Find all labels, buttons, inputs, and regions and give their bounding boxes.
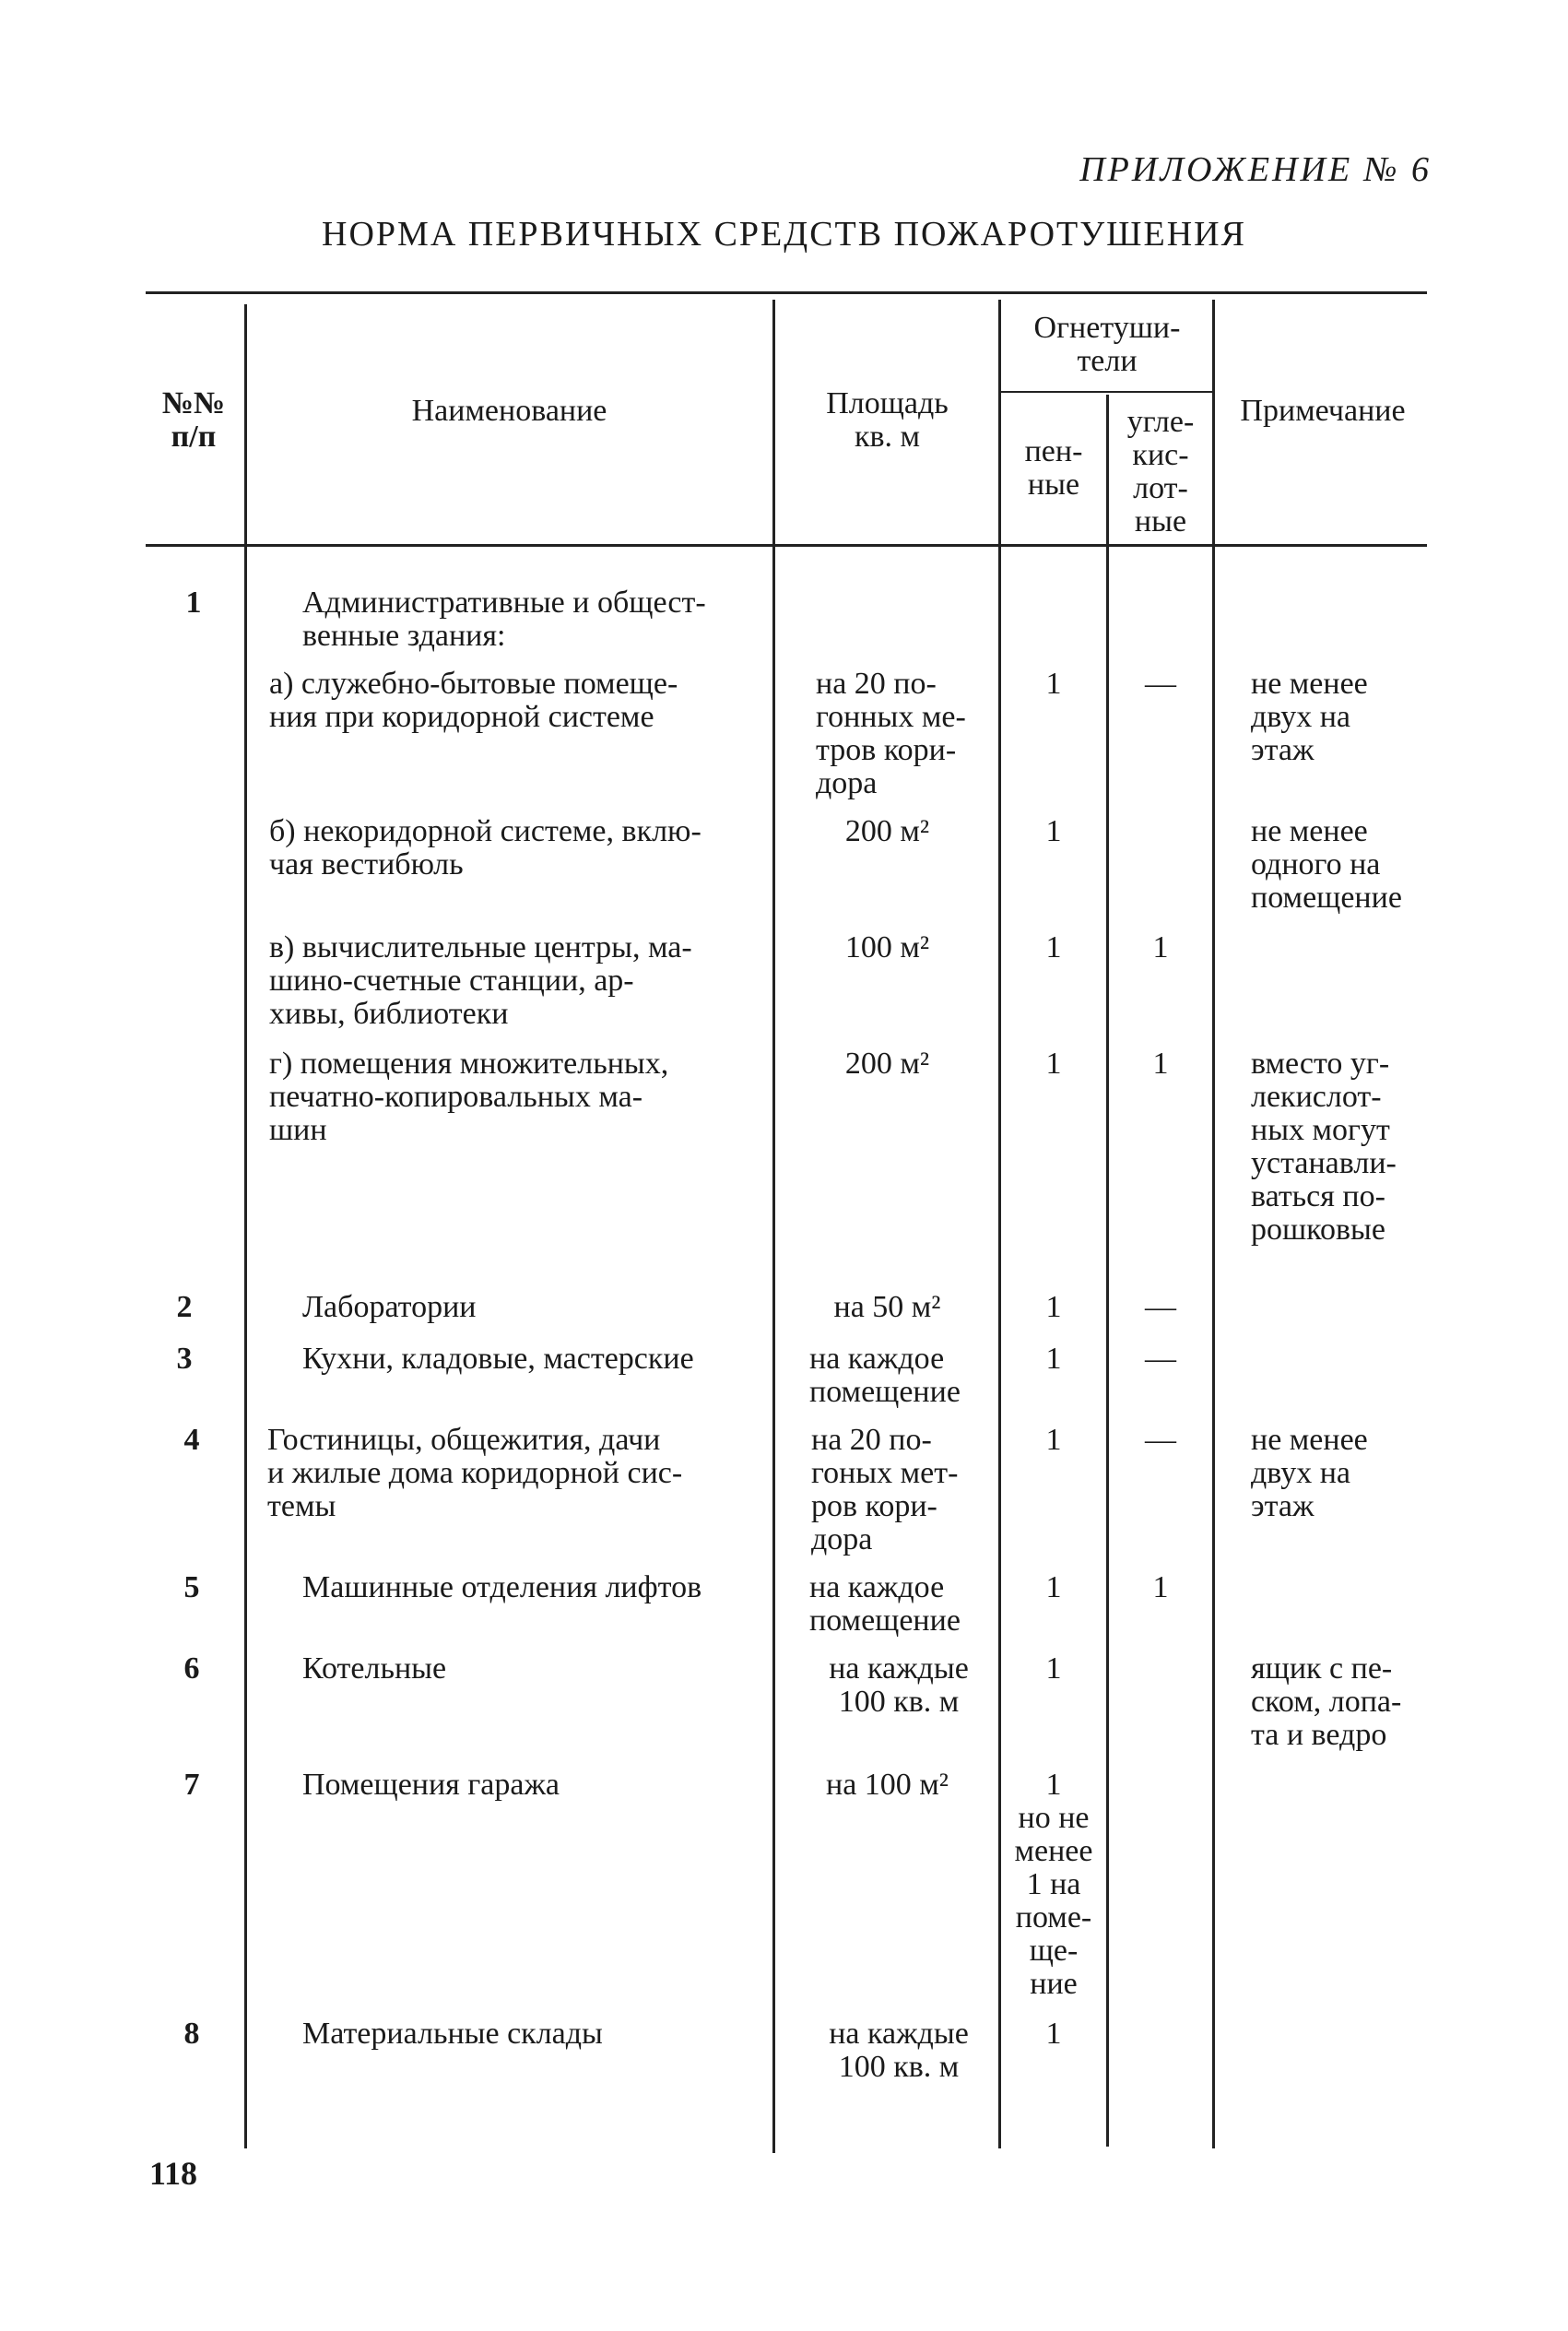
row-1b-name: б) некоридорной системе, вклю- чая вестибюль — [269, 814, 701, 882]
row-2-foam: 1 — [1045, 1290, 1062, 1324]
header-co2: угле- кис- лот- ные — [1126, 405, 1195, 538]
row-8-area: на каждые 100 кв. м — [829, 2017, 969, 2084]
row-1a-area: на 20 по- гонных ме- тров кори- дора — [816, 667, 966, 800]
row-3-num: 3 — [176, 1342, 193, 1376]
row-8-foam: 1 — [1045, 2017, 1062, 2051]
row-7-num: 7 — [183, 1768, 200, 1802]
row-1c-foam: 1 — [1045, 930, 1062, 964]
row-2-name: Лаборатории — [302, 1290, 477, 1324]
page-title: НОРМА ПЕРВИЧНЫХ СРЕДСТВ ПОЖАРОТУШЕНИЯ — [322, 215, 1246, 254]
row-1-name: Административные и общест- венные здания: — [302, 586, 706, 653]
row-1c-co2: 1 — [1152, 930, 1169, 964]
row-4-area: на 20 по- гоных мет- ров кори- дора — [811, 1423, 959, 1556]
row-1a-foam: 1 — [1045, 667, 1062, 701]
header-area: Площадь кв. м — [826, 386, 949, 454]
row-1d-foam: 1 — [1045, 1047, 1062, 1081]
row-5-co2: 1 — [1152, 1570, 1169, 1604]
row-1d-note: вместо уг- лекислот- ных могут устанавли- ваться по- рошковые — [1251, 1047, 1397, 1247]
row-8-name: Материальные склады — [302, 2017, 603, 2051]
row-7-name: Помещения гаража — [302, 1768, 560, 1802]
header-num: №№ п/п — [161, 386, 226, 454]
row-6-num: 6 — [183, 1651, 200, 1686]
row-1-num: 1 — [185, 586, 202, 620]
row-4-co2: — — [1145, 1423, 1176, 1457]
appendix-label: ПРИЛОЖЕНИЕ № 6 — [1079, 150, 1432, 189]
row-4-num: 4 — [183, 1423, 200, 1457]
column-divider-co2 — [1212, 300, 1215, 2148]
extinguisher-subheader-rule — [1000, 391, 1212, 393]
row-1d-name: г) помещения множительных, печатно-копировальных ма- шин — [269, 1047, 669, 1147]
row-2-area: на 50 м² — [833, 1290, 941, 1324]
row-1b-foam: 1 — [1045, 814, 1062, 848]
row-3-co2: — — [1145, 1342, 1176, 1376]
row-2-num: 2 — [176, 1290, 193, 1324]
row-6-name: Котельные — [302, 1651, 447, 1686]
row-6-area: на каждые 100 кв. м — [829, 1651, 969, 1719]
row-1c-area: 100 м² — [844, 930, 930, 964]
row-1b-area: 200 м² — [844, 814, 930, 848]
table-top-rule — [146, 291, 1427, 294]
row-3-name: Кухни, кладовые, мастерские — [302, 1342, 694, 1376]
header-extinguishers: Огнетуши- тели — [1033, 311, 1181, 378]
row-2-co2: — — [1145, 1290, 1176, 1324]
column-divider-foam — [1106, 395, 1109, 2147]
row-1b-note: не менее одного на помещение — [1251, 814, 1402, 915]
column-divider-name — [772, 300, 775, 2153]
row-8-num: 8 — [183, 2017, 200, 2051]
row-1a-name: а) служебно-бытовые помеще- ния при коридорной системе — [269, 667, 678, 734]
column-divider-num — [244, 304, 247, 2148]
header-bottom-rule — [146, 544, 1427, 547]
row-3-area: на каждое помещение — [809, 1342, 961, 1409]
row-5-foam: 1 — [1045, 1570, 1062, 1604]
row-6-foam: 1 — [1045, 1651, 1062, 1686]
row-7-area: на 100 м² — [826, 1768, 949, 1802]
row-4-name: Гостиницы, общежития, дачи и жилые дома коридорной сис- темы — [267, 1423, 683, 1523]
row-6-note: ящик с пе- ском, лопа- та и ведро — [1251, 1651, 1402, 1752]
header-name: Наименование — [411, 394, 607, 428]
row-4-foam: 1 — [1045, 1423, 1062, 1457]
row-5-name: Машинные отделения лифтов — [302, 1570, 702, 1604]
row-1c-name: в) вычислительные центры, ма- шино-счетные станции, ар- хивы, библиотеки — [269, 930, 692, 1031]
row-7-foam: 1 но не менее 1 на поме- ще- ние — [1014, 1768, 1093, 2001]
row-1d-area: 200 м² — [844, 1047, 930, 1081]
header-foam: пен- ные — [1024, 434, 1083, 502]
row-1d-co2: 1 — [1152, 1047, 1169, 1081]
header-note: Примечание — [1240, 394, 1406, 428]
row-5-area: на каждое помещение — [809, 1570, 961, 1638]
page-number: 118 — [149, 2155, 198, 2192]
row-1a-note: не менее двух на этаж — [1251, 667, 1368, 767]
row-4-note: не менее двух на этаж — [1251, 1423, 1368, 1523]
row-1a-co2: — — [1145, 667, 1176, 701]
row-5-num: 5 — [183, 1570, 200, 1604]
row-3-foam: 1 — [1045, 1342, 1062, 1376]
